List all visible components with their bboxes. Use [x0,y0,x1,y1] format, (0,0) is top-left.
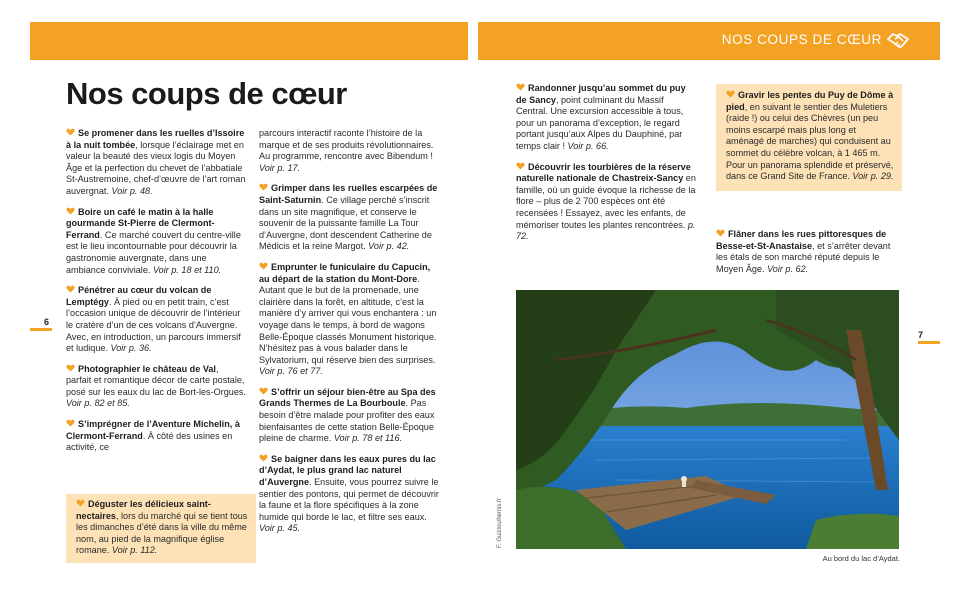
heart-icon [66,285,75,293]
entry-text: , parfait et romantique décor de carte postale, posé sur les eaux du lac de Bort-les-Orgues. [66,363,246,397]
heart-icon [66,419,75,427]
entry [76,499,250,557]
entry [259,262,439,378]
entry-text: , lors du marché qui se tient tous les dimanches d’été dans la ville du même nom, au pied de la magnifique église romane. [76,510,248,556]
heart-icon [66,364,75,372]
entry-title: Gravir les pentes du Puy de Dôme à pied [726,90,894,112]
header-band-right [478,22,940,60]
entry-title: Boire un café le matin à la halle gourmande St-Pierre de Clermont-Ferrand [66,206,215,240]
entry-title: Se promener dans les ruelles d’Issoire à la nuit tombée [66,128,245,150]
entry [716,229,898,275]
page-reference: Voir p. 62. [767,263,809,274]
heart-icon [76,499,85,507]
entry-title: Déguster les délicieux saint-nectaires [76,499,211,521]
entry-title: Emprunter le funiculaire du Capucin, au départ de la station du Mont-Dore [259,261,431,284]
page-reference: Voir p. 29. [852,171,894,182]
column-4 [716,229,898,284]
heart-icon [516,83,525,91]
entry-text: . Ce marché couvert du centre-ville est le lieu incontournable pour découvrir la gastronomie auvergnate, dans une ambiance conviviale. [66,229,241,275]
page-reference: Voir p. 45. [259,523,301,534]
entry-text: . Autant que le but de la promenade, une clairière dans la forêt, en altitude, c’est la manière d’y arriver qui vous enchantera : un voyage dans le temps, à bord de wagons Belle-Époque classés Monument historique. N’hésitez pas à vous balader dans le Sylvatorium, qui réserve bien des surprises. [259,273,437,365]
entry-text: parcours interactif raconte l’histoire de la marque et de ses produits révolutionnaires. Au programme, rencontre avec Bibendum ! [259,128,434,162]
photo-credit: F. Guiziou/hemis.fr [497,498,503,548]
column-1 [66,128,246,463]
heart-icon [66,207,75,215]
heart-icon [716,229,725,237]
entry [66,128,246,198]
page-marker-right [918,341,940,344]
entry-title: Randonner jusqu’au sommet du puy de Sancy [516,83,686,105]
entry-text: . Ensuite, vous pourrez suivre le sentier des pontons, qui permet de découvrir la faune et la flore spécifiques à la zone humide qui borde le lac, et filtre ses eaux. [259,477,439,522]
entry [259,183,439,253]
heart-icon [259,262,268,270]
page-reference: Voir p. 82 et 85. [66,398,130,409]
entry [259,387,439,445]
page-reference: Voir p. 18 et 110. [152,264,222,275]
page-reference: p. 72. [516,219,696,242]
entry [259,454,439,535]
page-number-left: 6 [44,317,50,327]
page-reference: Voir p. 36. [110,343,152,354]
entry [516,83,696,153]
column-3 [516,83,696,252]
entry-text: , et s’arrêter devant les étals de son marché réputé depuis le Moyen Âge. [716,240,891,274]
entry [259,128,439,174]
page-reference: Voir p. 112. [111,545,158,556]
column-2 [259,128,439,544]
entry-title: S’imprégner de l’Aventure Michelin, à Clermont-Ferrand [66,419,240,441]
entry-text: , point culminant du Massif Central. Une excursion accessible à tous, pour un panorama d’exception, le regard portant jusqu’aux Alpes du Dauphiné, par temps clair ! [516,94,684,151]
page-marker-left [30,328,52,331]
entry-text: en famille, où un guide évoque la richesse de la flore – plus de 2 700 espèces ont été recensées ! Essayez, avec les enfants, de mémoriser toutes les plantes rencontrées. [516,173,696,230]
header-band-left [30,22,468,60]
heart-icon [516,162,525,170]
heart-icon [259,183,268,191]
entry-title: S’offrir un séjour bien-être au Spa des Grands Thermes de La Bourboule [259,386,436,409]
page-title: Nos coups de cœur [66,76,347,111]
entry-title: Grimper dans les ruelles escarpées de Saint-Saturnin [259,183,438,205]
entry-title: Découvrir les tourbières de la réserve naturelle nationale de Chastreix-Sancy [516,161,691,184]
entry [66,364,246,410]
entry-text: . À pied ou en petit train, c’est l’occasion unique de découvrir de l’intérieur le cratère d’un de ces volcans d’Auvergne. Avec, en introduction, un parcours immersif et ludique. [66,296,241,354]
entry-title: Flâner dans les rues pittoresques de Besse-et-St-Anastaise [716,229,887,251]
page-reference: Voir p. 17. [259,162,301,173]
entry-text: . Pas besoin d’être malade pour profiter des eaux bienfaisantes de cette station Belle-Époque pleine de charme. [259,398,435,444]
page-reference: Voir p. 48. [111,185,153,196]
entry [726,90,896,183]
entry-text: . À côté des usines en activité, ce [66,430,233,453]
handshake-icon [886,30,910,52]
page-reference: Voir p. 42. [368,241,410,252]
entry-text: , lorsque l’éclairage met en valeur la beauté des vieux logis du Moyen Âge et la perfection du chevet de l’abbatiale St-Austremoine, chef-d’œuvre de l’art roman auvergnat. [66,139,246,196]
entry [516,162,696,243]
entry-text: . Ce village perché s’inscrit dans un site magnifique, et conserve le souvenir de la puissante famille La Tour d’Auvergne, dont descendent Catherine de Médicis et la reine Margot. [259,194,432,252]
entry [66,285,246,355]
entry [66,419,246,454]
heart-icon [726,90,735,98]
page-reference: Voir p. 76 et 77. [259,366,323,377]
highlight-box-puy-de-dome [716,84,902,191]
heart-icon [259,454,268,462]
entry-title: Se baigner dans les eaux pures du lac d’Aydat, le plus grand lac naturel d’Auvergne [259,453,436,488]
page-reference: Voir p. 78 et 116. [333,433,403,444]
highlight-box-saint-nectaire [66,494,256,563]
heart-icon [259,387,268,395]
entry-title: Photographier le château de Val [78,363,216,374]
page-reference: Voir p. 66. [567,140,609,151]
entry [66,207,246,277]
entry-text: , en suivant le sentier des Muletiers (raide !) ou celui des Chèvres (un peu moins escarpé mais plus long et aménagé de marches) qui conduisent au sommet du célèbre volcan, à 1 465 m. Pour un panorama splendide et préservé, dans ce Grand Site de France. [726,101,894,182]
section-title: NOS COUPS DE CŒUR [721,32,882,47]
photo-caption: Au bord du lac d’Aydat. [822,554,900,563]
page-number-right: 7 [918,330,924,340]
entry-title: Pénétrer au cœur du volcan de Lemptégy [66,285,212,307]
heart-icon [66,128,75,136]
lake-aydat-photo [516,290,899,549]
